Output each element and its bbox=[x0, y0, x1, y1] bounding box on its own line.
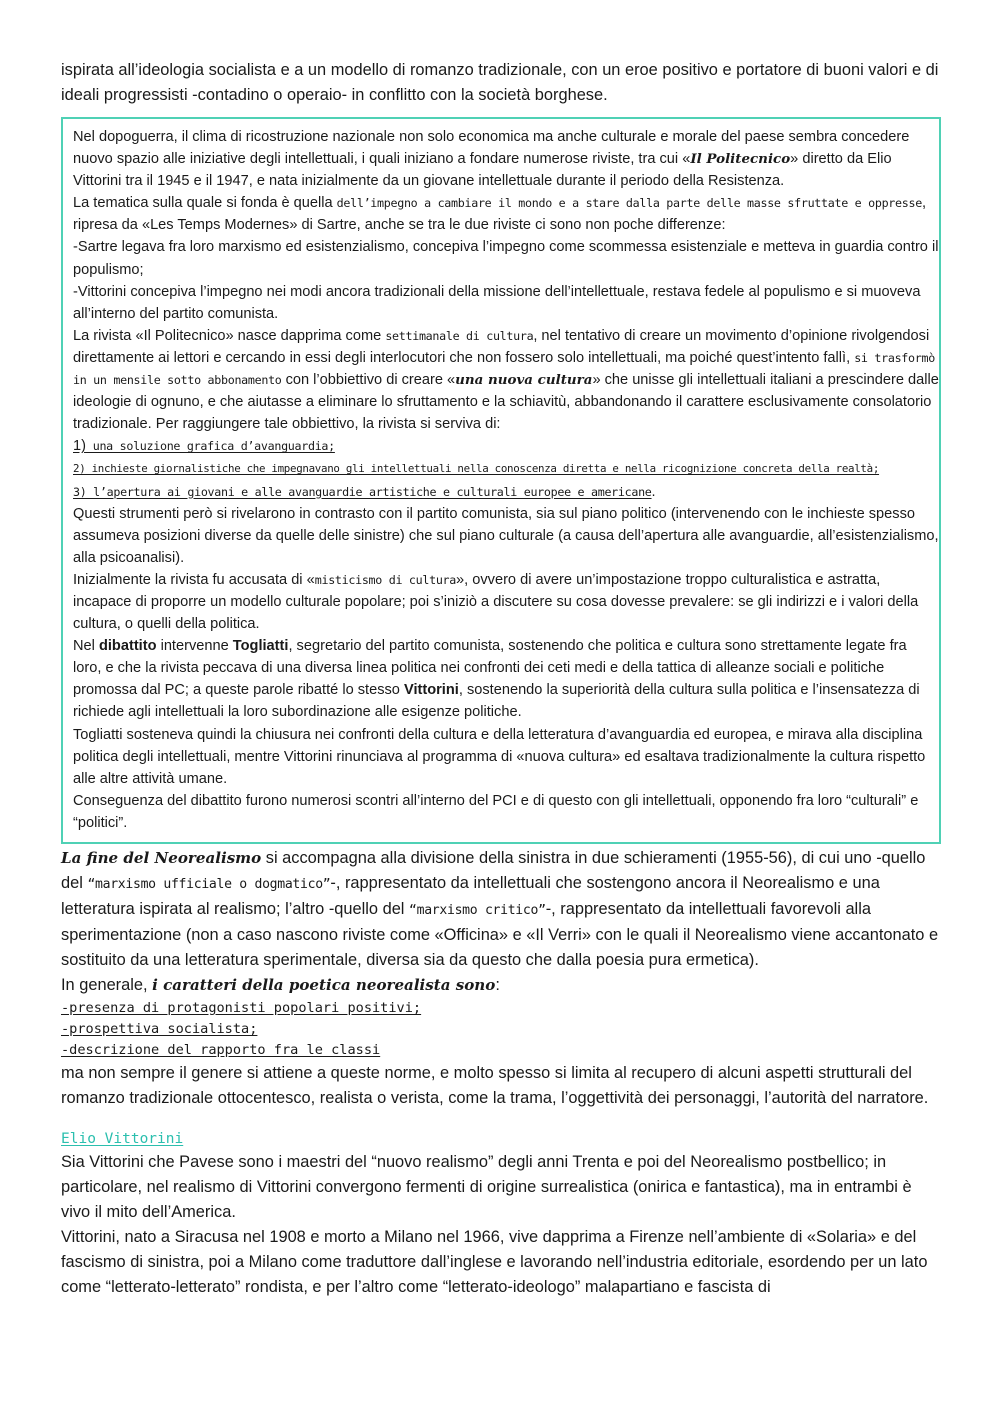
box-paragraph-10: Conseguenza del dibattito furono numerosi scontri all’interno del PCI e di questo con gli intellettuali, opponendo fra loro “culturali” e “politici”. bbox=[73, 792, 919, 831]
box-list-item-3: 3) l’apertura ai giovani e alle avanguardie artistiche e culturali europee e americane. bbox=[73, 483, 656, 500]
neorealismo-section bbox=[61, 846, 941, 1111]
handwritten-title: Il Politecnico bbox=[690, 151, 791, 168]
handwritten-heading: La fine del Neorealismo bbox=[61, 849, 262, 867]
handwritten-note: dell’impegno a cambiare il mondo e a stare dalla parte delle masse sfruttate e oppresse bbox=[336, 196, 922, 211]
box-paragraph-3: -Sartre legava fra loro marxismo ed esistenzialismo, concepiva l’impegno come scommessa esistenziale e metteva in guardia contro il populismo; bbox=[73, 239, 939, 278]
box-paragraph-4: -Vittorini concepiva l’impegno nei modi ancora tradizionali della missione dell’intellettuale, restava fedele al populismo e si muoveva all’interno del partito comunista. bbox=[73, 283, 921, 322]
handwritten-note: settimanale di cultura bbox=[385, 328, 534, 343]
main-paragraph-3: ma non sempre il genere si attiene a queste norme, e molto spesso si limita al recupero di alcuni aspetti strutturali del romanzo tradizionale ottocentesco, realista o verista, come la trama, l’oggettività dei personaggi, l’autorità del narratore. bbox=[61, 1064, 929, 1107]
list-item: -descrizione del rapporto fra le classi bbox=[61, 1042, 381, 1058]
handwritten-note: si trasformò in un mensile sotto abbonamento bbox=[73, 350, 935, 388]
box-paragraph-1: Nel dopoguerra, il clima di ricostruzione nazionale non solo economica ma anche culturale e morale del paese sembra concedere nuovo spazio alle iniziative degli intellettuali, i quali iniziano a fondare numerose riviste, tra cui «Il Politecnico» diretto da Elio Vittorini tra il 1945 e il 1947, e nata inizialmente da un giovane intellettuale durante il periodo della Resistenza. bbox=[73, 129, 910, 190]
box-paragraph-7: Inizialmente la rivista fu accusata di «misticismo di cultura», ovvero di avere un’impostazione troppo culturalistica e astratta, incapace di proporre un modello culturale popolare; poi s’iniziò a discutere su cosa dovesse prevalere: se gli indirizzi e i valori della cultura, o quelli della politica. bbox=[73, 571, 919, 633]
document-page bbox=[61, 58, 941, 1300]
box-paragraph-8: Nel dibattito intervenne Togliatti, segretario del partito comunista, sostenendo che politica e cultura sono strettamente legate fra loro, e che la rivista peccava di una diversa linea politica nei confronti dei ceti medi e della tattica di alleanze sociali e politiche promossa dal PC; a queste parole ribatté lo stesso Vittorini, sostenendo la superiorità della cultura sulla politica e l’insensatezza di richiede agli intellettuali la loro subordinazione alle esigenze politiche. bbox=[73, 638, 920, 721]
list-item: -prospettiva socialista; bbox=[61, 1021, 258, 1037]
box-paragraph-2: La tematica sulla quale si fonda è quella dell’impegno a cambiare il mondo e a stare dalla parte delle masse sfruttate e oppresse, ripresa da «Les Temps Modernes» di Sartre, anche se tra le due riviste ci sono non poche differenze: bbox=[73, 195, 926, 234]
box-paragraph-5: La rivista «Il Politecnico» nasce dapprima come settimanale di cultura, nel tentativo di creare un movimento d’opinione rivolgendosi direttamente ai lettori e cercando in essi degli interlocutori che non fossero solo intellettuali, ma poiché quest’intento fallì, si trasformò in un mensile sotto abbonamento con l’obbiettivo di creare «una nuova cultura» che unisse gli intellettuali italiani a prescindere dalle ideologie di ognuno, e che aiutasse a eliminare lo sfruttamento e la schiavitù, abbandonando il carattere esclusivamente consolatorio tradizionale. Per raggiungere tale obbiettivo, la rivista si serviva di: bbox=[73, 327, 939, 433]
handwritten-note: misticismo di cultura bbox=[314, 572, 457, 587]
politecnico-box bbox=[61, 117, 941, 844]
box-paragraph-9: Togliatti sosteneva quindi la chiusura nei confronti della cultura e della letteratura d’avanguardia ed europea, e mirava alla disciplina politica degli intellettuali, mentre Vittorini rinunciava al programma di «nuova cultura» ed esaltava tradizionalmente la cultura rispetto alle altre attività umane. bbox=[73, 726, 926, 787]
box-paragraph-6: Questi strumenti però si rivelarono in contrasto con il partito comunista, sia sul piano politico (intervenendo con le inchieste spesso assumeva posizioni diverse da quelle delle sinistre) che sul piano culturale (a causa dell’apertura alle avanguardie, all’esistenzialismo, alla psicoanalisi). bbox=[73, 505, 939, 566]
main-paragraph-2: In generale, i caratteri della poetica neorealista sono: bbox=[61, 976, 500, 994]
handwritten-heading: i caratteri della poetica neorealista sono bbox=[152, 976, 496, 994]
section-heading: Elio Vittorini bbox=[61, 1131, 184, 1147]
handwritten-note: una nuova cultura bbox=[455, 372, 593, 389]
vittorini-section bbox=[61, 1150, 941, 1300]
section-paragraph-1: Sia Vittorini che Pavese sono i maestri del “nuovo realismo” degli anni Trenta e poi del Neorealismo postbellico; in particolare, nel realismo di Vittorini convergono fermenti di origine surrealistica (onirica e fantastica), ma in entrambi è vivo il mito dell’America. bbox=[61, 1153, 912, 1221]
box-list-item-2: 2) inchieste giornalistiche che impegnavano gli intellettuali nella conoscenza diretta e nella ricognizione concreta della realtà; bbox=[73, 462, 880, 476]
box-list-item-1: 1) una soluzione grafica d’avanguardia; bbox=[73, 438, 335, 455]
list-item: -presenza di protagonisti popolari positivi; bbox=[61, 1000, 422, 1016]
main-paragraph-1: La fine del Neorealismo si accompagna alla divisione della sinistra in due schieramenti (1955-56), di cui uno -quello del “marxismo ufficiale o dogmatico”-, rappresentato da intellettuali che sostengono ancora il Neorealismo e una letteratura ispirata al realismo; l’altro -quello del “marxismo critico”-, rappresentato da intellettuali favorevoli alla sperimentazione (non a caso nascono riviste come «Officina» e «Il Verri» con le quali il Neorealismo viene accantonato e sostituito da una letteratura sperimentale, diversa sia da questo che dalla poesia pura ermetica). bbox=[61, 849, 939, 969]
intro-paragraph: ispirata all’ideologia socialista e a un modello di romanzo tradizionale, con un eroe positivo e portatore di buoni valori e di ideali progressisti -contadino o operaio- in conflitto con la società borghese. bbox=[61, 61, 939, 104]
section-paragraph-2: Vittorini, nato a Siracusa nel 1908 e morto a Milano nel 1966, vive dapprima a Firenze nell’ambiente di «Solaria» e del fascismo di sinistra, poi a Milano come traduttore dall’inglese e lavorando nell’industria editoriale, esordendo per un lato come “letterato-letterato” rondista, e per l’altro come “letterato-ideologo” malapartiano e fascista di bbox=[61, 1228, 928, 1296]
